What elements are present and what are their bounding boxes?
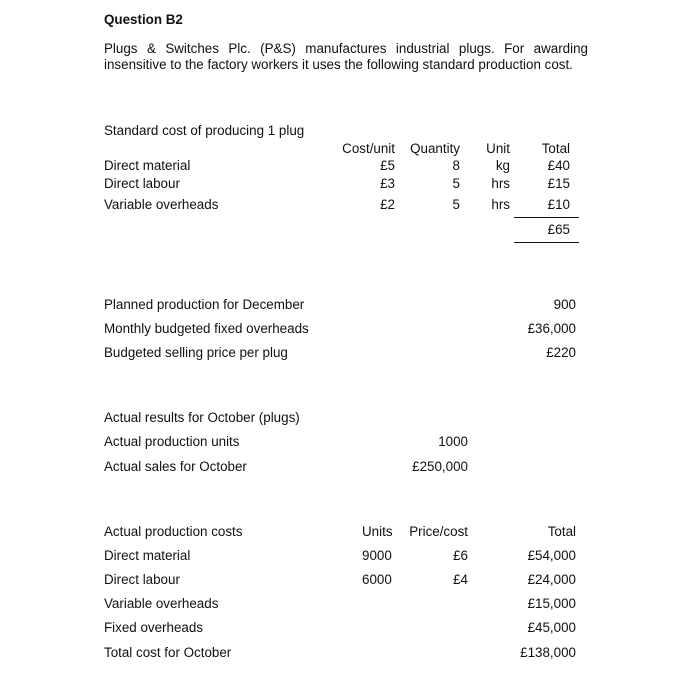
- plan-value: £220: [546, 345, 576, 360]
- standard-cost-heading: Standard cost of producing 1 plug: [104, 123, 305, 138]
- plan-label: Monthly budgeted fixed overheads: [104, 321, 309, 336]
- col-header-price-cost: Price/cost: [409, 524, 468, 539]
- actual-results-heading: Actual results for October (plugs): [104, 410, 300, 425]
- col-header-unit: Unit: [486, 141, 510, 156]
- cost-row-price: £4: [453, 572, 468, 587]
- std-row-unit: hrs: [491, 197, 510, 212]
- plan-label: Budgeted selling price per plug: [104, 345, 288, 360]
- std-row-total: £40: [547, 158, 570, 173]
- std-row-cost: £2: [380, 197, 395, 212]
- cost-row-total: £45,000: [527, 620, 576, 635]
- col-header-units: Units: [362, 524, 393, 539]
- std-row-cost: £5: [380, 158, 395, 173]
- std-row-unit: kg: [495, 158, 510, 173]
- std-grand-total: £65: [547, 222, 570, 237]
- std-row-total: £15: [547, 176, 570, 191]
- std-row-qty: 5: [452, 197, 460, 212]
- cost-row-label: Total cost for October: [104, 645, 232, 660]
- std-row-total: £10: [547, 197, 570, 212]
- actual-result-value: 1000: [438, 434, 468, 449]
- cost-row-units: 6000: [362, 572, 392, 587]
- cost-row-label: Fixed overheads: [104, 620, 203, 635]
- cost-row-label: Direct labour: [104, 572, 180, 587]
- std-row-cost: £3: [380, 176, 395, 191]
- cost-row-total: £15,000: [527, 596, 576, 611]
- total-rule: [514, 217, 579, 218]
- actual-result-label: Actual production units: [104, 434, 240, 449]
- std-row-label: Direct labour: [104, 176, 180, 191]
- cost-row-label: Direct material: [104, 548, 191, 563]
- total-rule: [514, 242, 579, 243]
- std-row-qty: 8: [452, 158, 460, 173]
- cost-row-total: £138,000: [520, 645, 576, 660]
- cost-row-label: Variable overheads: [104, 596, 219, 611]
- plan-label: Planned production for December: [104, 297, 305, 312]
- plan-value: 900: [553, 297, 576, 312]
- col-header-cost-unit: Cost/unit: [342, 141, 395, 156]
- col-header-total: Total: [541, 141, 570, 156]
- cost-row-units: 9000: [362, 548, 392, 563]
- page-title: Question B2: [104, 12, 183, 27]
- intro-paragraph: Plugs & Switches Plc. (P&S) manufactures industrial plugs. For awarding insensitive to the factory workers it uses the following standard production cost.: [104, 41, 588, 72]
- col-header-total: Total: [547, 524, 576, 539]
- std-row-label: Variable overheads: [104, 197, 219, 212]
- std-row-unit: hrs: [491, 176, 510, 191]
- actual-result-label: Actual sales for October: [104, 459, 247, 474]
- actual-result-value: £250,000: [412, 459, 468, 474]
- std-row-qty: 5: [452, 176, 460, 191]
- cost-row-total: £54,000: [527, 548, 576, 563]
- actual-costs-heading: Actual production costs: [104, 524, 243, 539]
- std-row-label: Direct material: [104, 158, 191, 173]
- plan-value: £36,000: [527, 321, 576, 336]
- cost-row-price: £6: [453, 548, 468, 563]
- cost-row-total: £24,000: [527, 572, 576, 587]
- col-header-quantity: Quantity: [410, 141, 460, 156]
